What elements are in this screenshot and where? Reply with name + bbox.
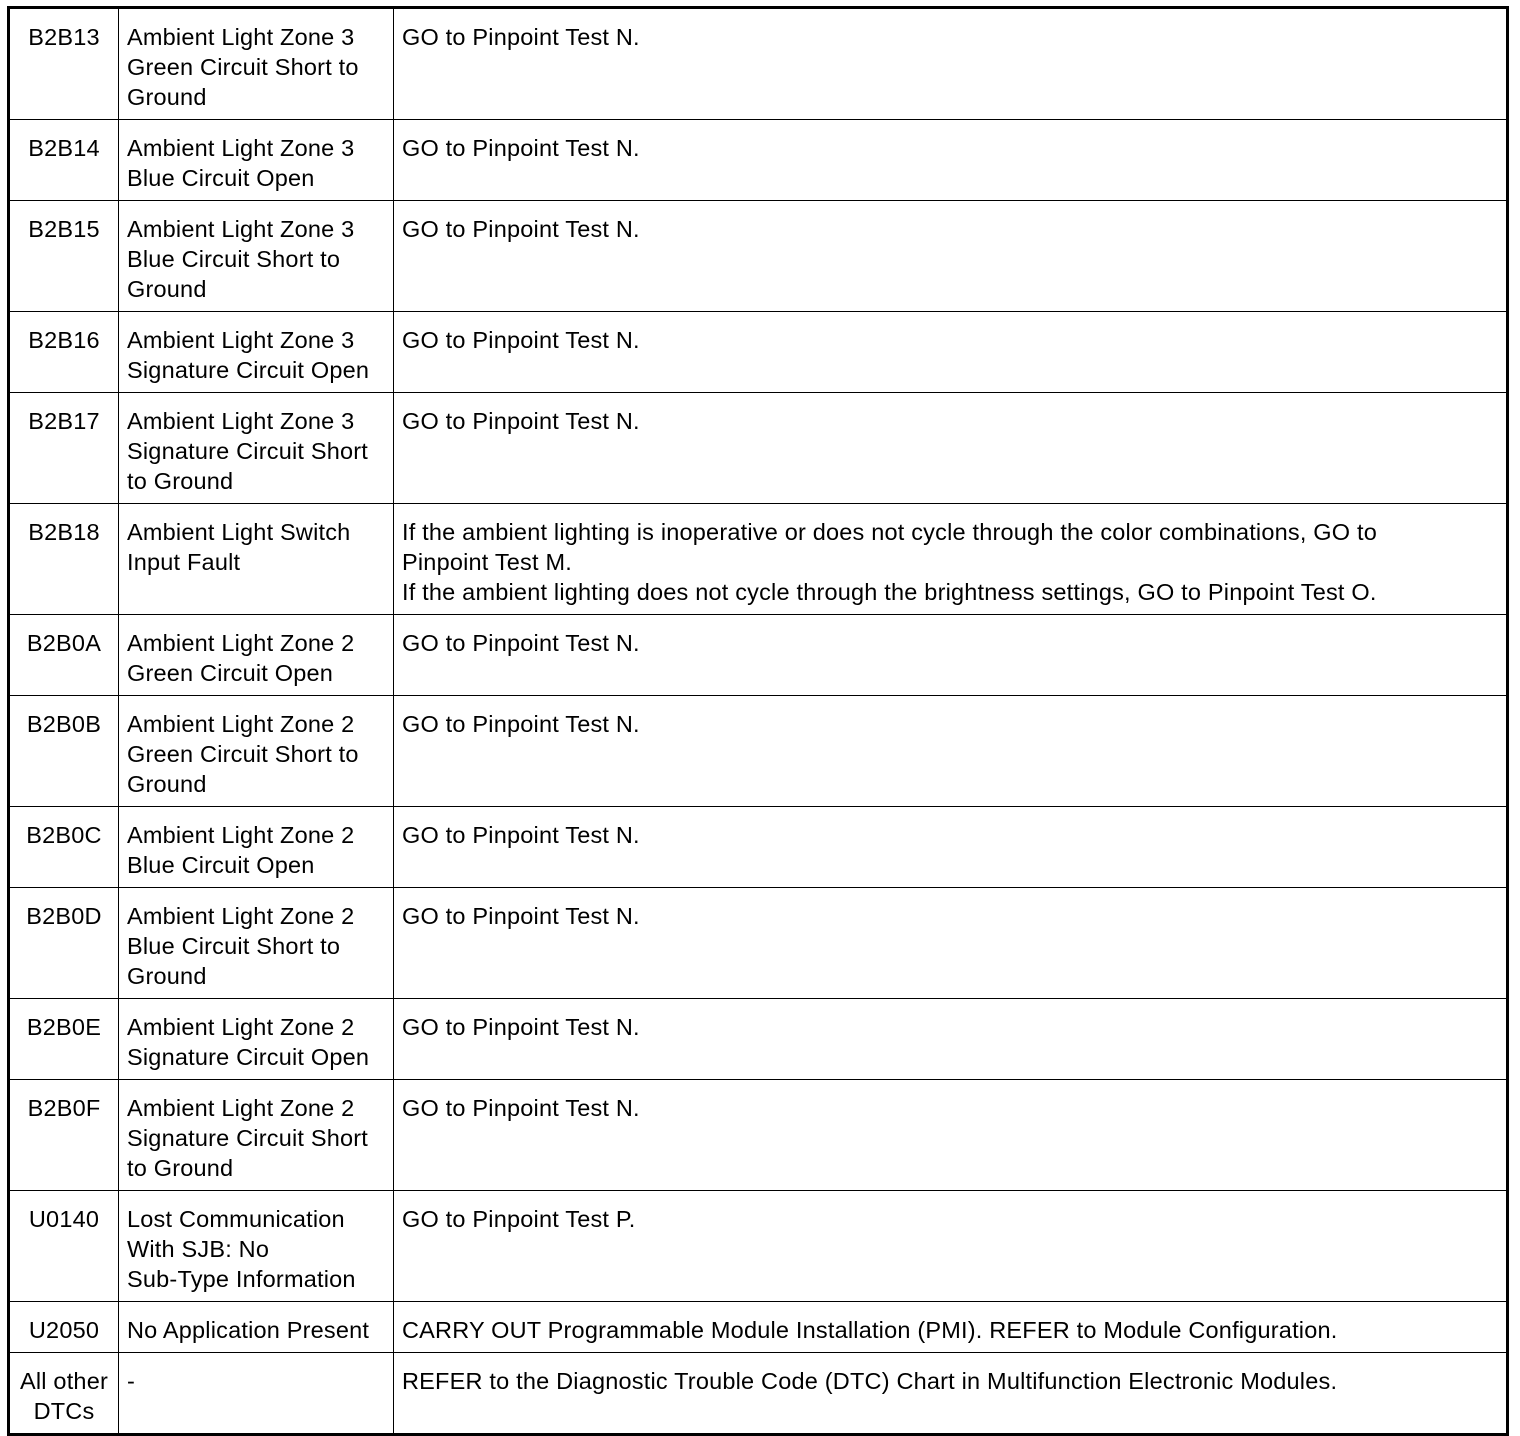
table-row bbox=[9, 8, 1508, 120]
dtc-code: B2B13 bbox=[28, 24, 100, 50]
dtc-description-cell bbox=[119, 696, 394, 807]
dtc-code: B2B0C bbox=[26, 822, 102, 848]
table-row bbox=[9, 1353, 1508, 1435]
dtc-description-line: Green Circuit Short to bbox=[127, 741, 359, 767]
dtc-action-line: GO to Pinpoint Test P. bbox=[402, 1206, 636, 1232]
dtc-description-cell bbox=[119, 393, 394, 504]
dtc-code-cell bbox=[9, 1353, 119, 1435]
dtc-action-line: If the ambient lighting is inoperative or does not cycle through the color combinations, GO to bbox=[402, 519, 1377, 545]
dtc-action-cell bbox=[394, 393, 1508, 504]
dtc-description-line: With SJB: No bbox=[127, 1236, 270, 1262]
dtc-code-cell bbox=[9, 120, 119, 201]
dtc-action-line: GO to Pinpoint Test N. bbox=[402, 135, 640, 161]
dtc-description-line: Ground bbox=[127, 771, 207, 797]
dtc-code-cell bbox=[9, 696, 119, 807]
dtc-description-line: Blue Circuit Short to bbox=[127, 246, 341, 272]
dtc-description-line: Ground bbox=[127, 84, 207, 110]
table-row bbox=[9, 120, 1508, 201]
dtc-action-line: GO to Pinpoint Test N. bbox=[402, 24, 640, 50]
table-row bbox=[9, 504, 1508, 615]
dtc-table bbox=[7, 6, 1509, 1436]
dtc-description-line: to Ground bbox=[127, 468, 234, 494]
dtc-code: U2050 bbox=[28, 1317, 100, 1343]
dtc-description-cell bbox=[119, 807, 394, 888]
dtc-description-line: Blue Circuit Open bbox=[127, 165, 315, 191]
dtc-description-line: Ambient Light Zone 3 bbox=[127, 408, 355, 434]
dtc-description-line: Ambient Light Switch bbox=[127, 519, 351, 545]
dtc-table-body bbox=[9, 8, 1508, 1435]
dtc-action-cell bbox=[394, 807, 1508, 888]
table-row bbox=[9, 807, 1508, 888]
dtc-description-line: Signature Circuit Open bbox=[127, 1044, 370, 1070]
dtc-code-cell bbox=[9, 999, 119, 1080]
dtc-description-cell bbox=[119, 312, 394, 393]
dtc-code-cell bbox=[9, 807, 119, 888]
dtc-description-line: Green Circuit Open bbox=[127, 660, 334, 686]
dtc-action-line: GO to Pinpoint Test N. bbox=[402, 216, 640, 242]
dtc-code: B2B18 bbox=[28, 519, 100, 545]
dtc-description-cell bbox=[119, 1302, 394, 1353]
dtc-description-line: Signature Circuit Open bbox=[127, 357, 370, 383]
dtc-description-line: Signature Circuit Short bbox=[127, 1125, 369, 1151]
dtc-description-cell bbox=[119, 504, 394, 615]
table-row bbox=[9, 615, 1508, 696]
dtc-description-cell bbox=[119, 615, 394, 696]
dtc-description-line: Blue Circuit Open bbox=[127, 852, 315, 878]
dtc-description-line: to Ground bbox=[127, 1155, 234, 1181]
dtc-description-line: Ambient Light Zone 3 bbox=[127, 216, 355, 242]
dtc-code: B2B0B bbox=[26, 711, 102, 737]
table-row bbox=[9, 1302, 1508, 1353]
dtc-code-line: All other bbox=[19, 1368, 108, 1394]
dtc-description-cell bbox=[119, 999, 394, 1080]
dtc-code-cell bbox=[9, 1302, 119, 1353]
dtc-code: B2B17 bbox=[28, 408, 100, 434]
dtc-description-cell bbox=[119, 120, 394, 201]
dtc-action-cell bbox=[394, 201, 1508, 312]
dtc-description-line: Ground bbox=[127, 963, 207, 989]
dtc-description-line: Ambient Light Zone 2 bbox=[127, 630, 355, 656]
dtc-description-cell bbox=[119, 1191, 394, 1302]
dtc-description-line: Signature Circuit Short bbox=[127, 438, 369, 464]
dtc-action-line: GO to Pinpoint Test N. bbox=[402, 903, 640, 929]
dtc-action-cell bbox=[394, 1191, 1508, 1302]
dtc-description-cell bbox=[119, 1353, 394, 1435]
dtc-code: B2B16 bbox=[28, 327, 100, 353]
dtc-action-line: GO to Pinpoint Test N. bbox=[402, 822, 640, 848]
dtc-action-line: REFER to the Diagnostic Trouble Code (DTC) Chart in Multifunction Electronic Modules. bbox=[402, 1368, 1338, 1394]
dtc-code: B2B15 bbox=[28, 216, 100, 242]
dtc-code: B2B0A bbox=[26, 630, 102, 656]
dtc-code: B2B0D bbox=[26, 903, 102, 929]
dtc-description-line: Ambient Light Zone 3 bbox=[127, 135, 355, 161]
dtc-code-line: DTCs bbox=[33, 1398, 95, 1424]
dtc-action-cell bbox=[394, 1302, 1508, 1353]
dtc-code-cell bbox=[9, 8, 119, 120]
dtc-description-cell bbox=[119, 201, 394, 312]
dtc-action-cell bbox=[394, 312, 1508, 393]
dtc-code-cell bbox=[9, 504, 119, 615]
dtc-description-line: Ambient Light Zone 2 bbox=[127, 822, 355, 848]
dtc-action-cell bbox=[394, 504, 1508, 615]
dtc-action-line: If the ambient lighting does not cycle through the brightness settings, GO to Pinpoint Test O. bbox=[402, 579, 1377, 605]
table-row bbox=[9, 201, 1508, 312]
dtc-action-line: GO to Pinpoint Test N. bbox=[402, 630, 640, 656]
dtc-code-cell bbox=[9, 393, 119, 504]
dtc-code: U0140 bbox=[28, 1206, 100, 1232]
dtc-description-line: Ambient Light Zone 3 bbox=[127, 327, 355, 353]
dtc-description-line: Green Circuit Short to bbox=[127, 54, 359, 80]
dtc-description-cell bbox=[119, 8, 394, 120]
dtc-description-line: - bbox=[127, 1368, 136, 1394]
dtc-action-line: GO to Pinpoint Test N. bbox=[402, 327, 640, 353]
dtc-action-line: GO to Pinpoint Test N. bbox=[402, 1014, 640, 1040]
table-row bbox=[9, 999, 1508, 1080]
dtc-action-cell bbox=[394, 1353, 1508, 1435]
dtc-code-cell bbox=[9, 1191, 119, 1302]
dtc-code: B2B0E bbox=[26, 1014, 102, 1040]
dtc-description-line: Ambient Light Zone 2 bbox=[127, 903, 355, 929]
dtc-code-cell bbox=[9, 201, 119, 312]
dtc-action-cell bbox=[394, 1080, 1508, 1191]
dtc-code-cell bbox=[9, 312, 119, 393]
dtc-description-line: Lost Communication bbox=[127, 1206, 345, 1232]
dtc-action-cell bbox=[394, 120, 1508, 201]
dtc-description-line: Ambient Light Zone 2 bbox=[127, 1014, 355, 1040]
dtc-description-cell bbox=[119, 888, 394, 999]
dtc-action-cell bbox=[394, 696, 1508, 807]
dtc-description-cell bbox=[119, 1080, 394, 1191]
dtc-action-line: Pinpoint Test M. bbox=[402, 549, 572, 575]
dtc-action-cell bbox=[394, 888, 1508, 999]
dtc-action-cell bbox=[394, 999, 1508, 1080]
dtc-description-line: Input Fault bbox=[127, 549, 241, 575]
dtc-code-cell bbox=[9, 615, 119, 696]
dtc-description-line: Ambient Light Zone 3 bbox=[127, 24, 355, 50]
dtc-code-cell bbox=[9, 888, 119, 999]
dtc-action-line: CARRY OUT Programmable Module Installation (PMI). REFER to Module Configuration. bbox=[402, 1317, 1338, 1343]
table-row bbox=[9, 1080, 1508, 1191]
dtc-description-line: Ambient Light Zone 2 bbox=[127, 1095, 355, 1121]
dtc-action-line: GO to Pinpoint Test N. bbox=[402, 1095, 640, 1121]
dtc-action-line: GO to Pinpoint Test N. bbox=[402, 408, 640, 434]
table-row bbox=[9, 888, 1508, 999]
dtc-description-line: Ground bbox=[127, 276, 207, 302]
dtc-code: B2B0F bbox=[27, 1095, 101, 1121]
table-row bbox=[9, 1191, 1508, 1302]
dtc-action-cell bbox=[394, 615, 1508, 696]
dtc-description-line: No Application Present bbox=[127, 1317, 370, 1343]
dtc-action-cell bbox=[394, 8, 1508, 120]
dtc-action-line: GO to Pinpoint Test N. bbox=[402, 711, 640, 737]
dtc-description-line: Blue Circuit Short to bbox=[127, 933, 341, 959]
table-row bbox=[9, 696, 1508, 807]
dtc-code: B2B14 bbox=[28, 135, 100, 161]
dtc-description-line: Sub-Type Information bbox=[127, 1266, 356, 1292]
dtc-description-line: Ambient Light Zone 2 bbox=[127, 711, 355, 737]
dtc-code-cell bbox=[9, 1080, 119, 1191]
table-row bbox=[9, 393, 1508, 504]
table-row bbox=[9, 312, 1508, 393]
